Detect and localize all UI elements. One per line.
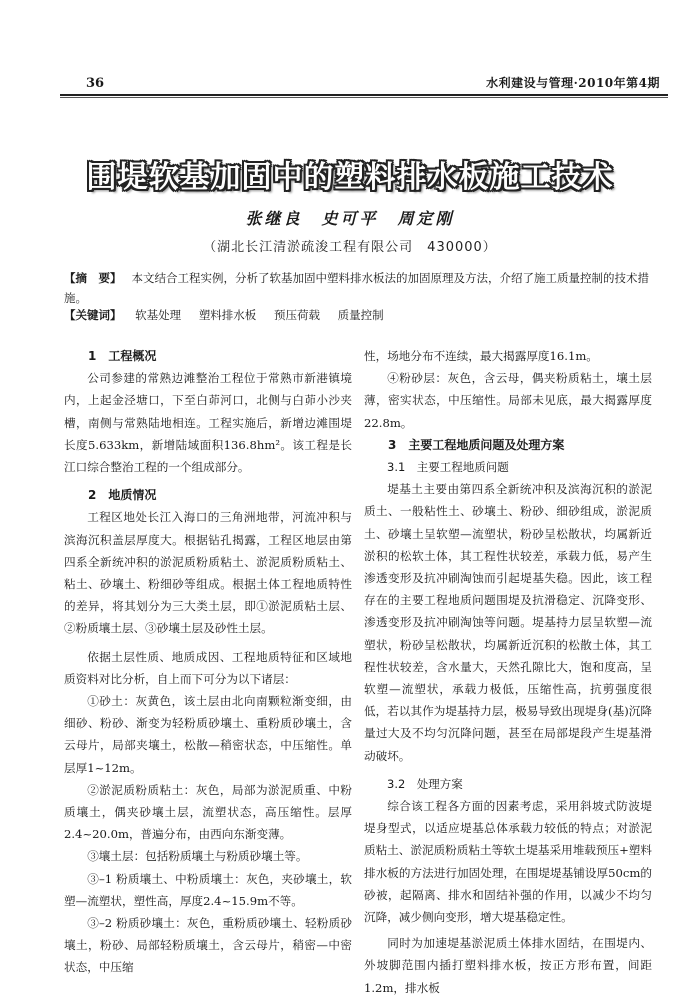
- paragraph: ③壤土层：包括粉质壤土与粉质砂壤土等。: [87, 849, 308, 864]
- paragraph: 依据土层性质、地质成因、工程地质特征和区域地质资料对比分析，自上而下可分为以下诸层：: [64, 649, 352, 686]
- abstract: [64, 268, 654, 308]
- right-column: [364, 345, 652, 999]
- paragraph: 堤基土主要由第四系全新统冲积及滨海沉积的淤泥质土、一般粘性土、砂壤土、粉砂、细砂组成，淤泥质土、砂壤土呈软塑—流塑状，粉砂呈松散状，均属新近淤积的松软土体，其工程性状较差，承载力低，易产生渗透变形及抗冲刷淘蚀而引起堤基失稳。因此，该工程存在的主要工程地质问题围堤及抗滑稳定、沉降变形、渗透变形及抗冲刷淘蚀等问题。堤基持力层呈软塑—流塑状，粉砂呈松散状，均属新近沉积的松散土体，其工程性状较差，含水量大，天然孔隙比大，饱和度高，呈软塑—流塑状，承载力极低，压缩性高，抗剪强度很低，若以其作为堤基持力层，极易导致出现堤身(基)沉降量过大及不均匀沉降问题，甚至在局部堤段产生堤基滑动破坏。: [364, 482, 652, 763]
- paragraph: 公司参建的常熟边滩整治工程位于常熟市新港镇境内，上起金泾塘口，下至白茆河口，北侧与白茆小沙夹槽，南侧与常熟陆地相连。工程实施后，新增边滩围堤长度5.633km，新增陆域面积136.8hm²。该工程是长江口综合整治工程的一个组成部分。: [64, 371, 352, 475]
- keywords: [64, 306, 654, 324]
- paragraph: 同时为加速堤基淤泥质土体排水固结，在围堤内、外坡脚范围内插打塑料排水板，按正方形布置，间距1.2m，排水板: [364, 936, 652, 995]
- section-heading: 3 主要工程地质问题及处理方案: [388, 437, 565, 452]
- paragraph: ④粉砂层：灰色，含云母，偶夹粉质粘土，壤土层薄，密实状态，中压缩性。局部未见底，最大揭露厚度22.8m。: [364, 371, 652, 430]
- authors: 张继良 史可平 周定刚: [245, 209, 455, 228]
- page-header: [0, 0, 700, 98]
- paragraph: 性，场地分布不连续，最大揭露厚度16.1m。: [364, 349, 598, 363]
- article-title: 围堤软基加固中的塑料排水板施工技术: [86, 160, 614, 195]
- keyword: 软基处理: [135, 308, 182, 322]
- header-rule-thin: [60, 97, 668, 98]
- journal-name: 水利建设与管理·2010年第4期: [486, 76, 660, 90]
- abstract-label: 【摘 要】: [64, 271, 122, 285]
- subsection-heading: 3.1 主要工程地质问题: [387, 460, 509, 475]
- keywords-label: 【关键词】: [64, 308, 122, 322]
- section-heading: 2 地质情况: [88, 488, 157, 503]
- affiliation: （湖北长江清淤疏浚工程有限公司 430000）: [203, 240, 497, 255]
- paragraph: ①砂土：灰黄色，该土层由北向南颗粒渐变细，由细砂、粉砂、渐变为轻粉质砂壤土、重粉质砂壤土，含云母片，局部夹壤土，松散—稍密状态，中压缩性。单层厚1~12m。: [64, 694, 352, 775]
- page-number: 36: [86, 76, 105, 91]
- section-heading: 1 工程概况: [88, 349, 157, 363]
- abstract-text: 本文结合工程实例，分析了软基加固中塑料排水板法的加固原理及方法，介绍了施工质量控制的技术措施。: [64, 271, 649, 305]
- paragraph: 工程区地处长江入海口的三角洲地带，河流冲积与滨海沉积盖层厚度大。根据钻孔揭露，工程区地层由第四系全新统冲积的淤泥质粉质粘土、淤泥质粉质粘土、粘土、砂壤土、粉细砂等组成。根据土体工程地质特性的差异，将其划分为三大类土层，即①淤泥质粘土层、②粉质壤土层、③砂壤土层及砂性土层。: [64, 510, 352, 636]
- keyword: 质量控制: [337, 308, 384, 322]
- subsection-heading: 3.2 处理方案: [387, 776, 463, 791]
- header-rule: [60, 94, 668, 96]
- keyword: 预压荷载: [273, 308, 320, 322]
- paragraph: ③–1 粉质壤土、中粉质壤土：灰色，夹砂壤土，软塑—流塑状，塑性高，厚度2.4~15.9m不等。: [64, 871, 352, 908]
- paragraph: 综合该工程各方面的因素考虑，采用斜坡式防波堤堤身型式，以适应堤基总体承载力较低的特点；对淤泥质粘土、淤泥质粉质粘土等软土堤基采用堆载预压+塑料排水板的方法进行加固处理，在围堤堤基铺设厚50cm的砂被，起隔离、排水和固结补强的作用，以减少不均匀沉降，减少侧向变形，增大堤基稳定性。: [364, 799, 652, 925]
- paragraph: ③–2 粉质砂壤土：灰色，重粉质砂壤土、轻粉质砂壤土，粉砂、局部轻粉质壤土，含云母片，稍密—中密状态，中压缩: [64, 916, 352, 975]
- paragraph: ②淤泥质粉质粘土：灰色，局部为淤泥质重、中粉质壤土，偶夹砂壤土层，流塑状态，高压缩性。层厚2.4~20.0m，普遍分布，由西向东渐变薄。: [64, 782, 352, 842]
- left-column: [64, 345, 352, 979]
- keyword: 塑料排水板: [198, 308, 257, 322]
